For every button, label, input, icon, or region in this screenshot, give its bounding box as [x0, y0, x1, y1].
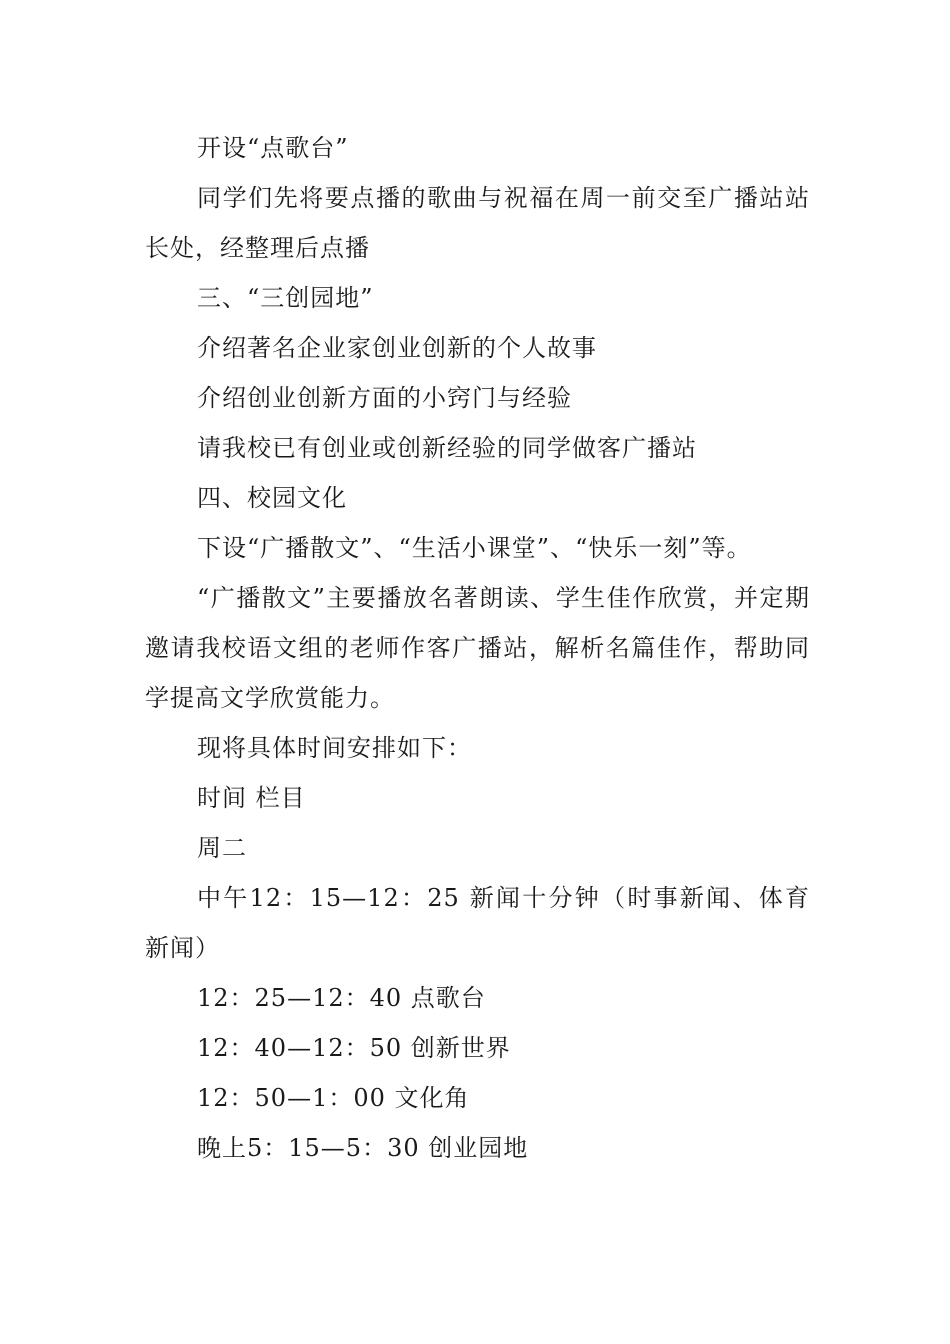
paragraph-broadcast-prose: “广播散文”主要播放名著朗读、学生佳作欣赏，并定期邀请我校语文组的老师作客广播站，解析名篇佳作，帮助同学提高文学欣赏能力。 [145, 584, 810, 712]
paragraph-schedule-news: 中午12：15—12：25 新闻十分钟（时事新闻、体育新闻） [145, 884, 810, 962]
paragraph-schedule-culture: 12：50—1：00 文化角 [197, 1084, 470, 1112]
paragraph-song-request-title: 开设“点歌台” [197, 134, 349, 162]
paragraph-schedule-innovation: 12：40—12：50 创新世界 [197, 1034, 511, 1062]
paragraph-subsections: 下设“广播散文”、“生活小课堂”、“快乐一刻”等。 [197, 534, 752, 562]
paragraph-schedule-header: 时间 栏目 [197, 784, 306, 812]
document-body [145, 123, 810, 1173]
paragraph-invite-students: 请我校已有创业或创新经验的同学做客广播站 [197, 434, 697, 462]
paragraph-song-request-desc: 同学们先将要点播的歌曲与祝福在周一前交至广播站站长处，经整理后点播 [145, 184, 810, 262]
paragraph-schedule-day: 周二 [197, 834, 247, 862]
paragraph-schedule-songs: 12：25—12：40 点歌台 [197, 984, 486, 1012]
paragraph-schedule-intro: 现将具体时间安排如下： [197, 734, 472, 762]
paragraph-schedule-evening: 晚上5：15—5：30 创业园地 [197, 1134, 529, 1162]
paragraph-section-three-title: 三、“三创园地” [197, 284, 374, 312]
paragraph-section-four-title: 四、校园文化 [197, 484, 347, 512]
paragraph-tips-experience: 介绍创业创新方面的小窍门与经验 [197, 384, 572, 412]
paragraph-entrepreneur-stories: 介绍著名企业家创业创新的个人故事 [197, 334, 597, 362]
